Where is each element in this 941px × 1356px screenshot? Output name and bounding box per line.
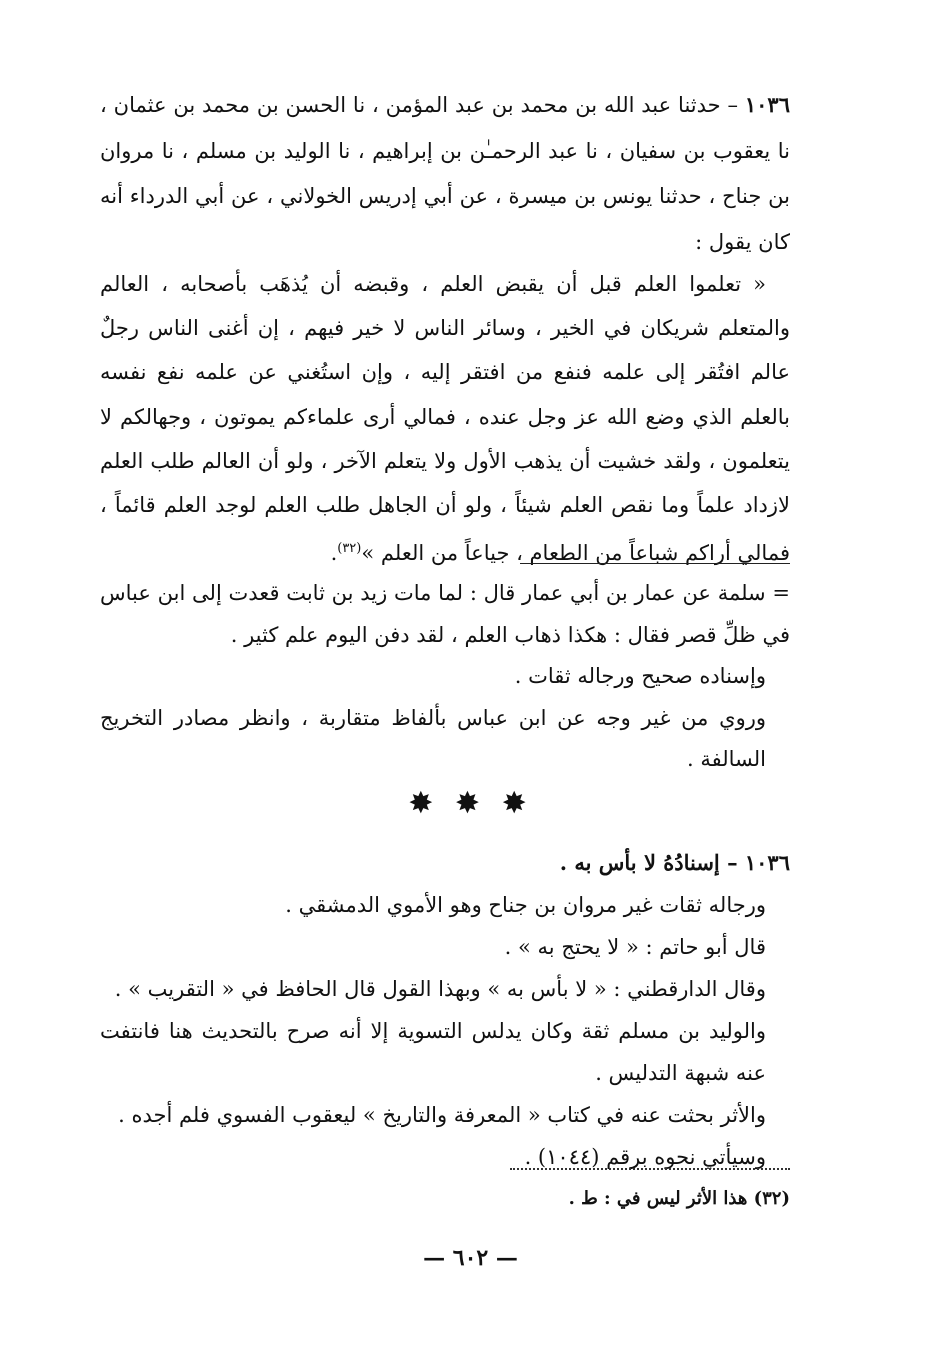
commentary-line: وإسناده صحيح ورجاله ثقات . xyxy=(514,664,766,688)
section-separator: ✸ ✸ ✸ xyxy=(408,786,533,821)
commentary-line: وروي من غير وجه عن ابن عباس بألفاظ متقاربة ، وانظر مصادر التخريج السالفة . xyxy=(100,705,766,771)
commentary-line: = سلمة عن عمار بن أبي عمار قال : لما مات زيد بن ثابت قعدت إلى ابن عباس في ظلِّ قصر فقال : هكذا ذهاب العلم ، لقد دفن اليوم علم كثير . xyxy=(100,581,790,647)
footnote-ref: (٣٢) xyxy=(337,541,362,557)
takhrij-line: قال أبو حاتم : « لا يحتج به » . xyxy=(504,935,766,959)
hadith-matn: « تعلموا العلم قبل أن يقبض العلم ، وقبضه أن يُذهَب بأصحابه ، العالم والمتعلم شريكان في الخير ، وسائر الناس لا خير فيهم ، إن أغنى الناس رجلٌ عالم افتُقر إلى علمه فنفع من افتقر إليه ، وإن استُغني عن علمه نفع نفسه بالعلم الذي وضع الله عز وجل عنده ، فمالي أرى علماءكم يموتون ، وجهالكم لا يتعلمون ، ولقد خشيت أن يذهب الأول ولا يتعلم الآخر ، ولو أن العالم طلب العلم لازداد علماً وما نقص العلم شيئاً ، ولو أن الجاهل طلب العلم لوجد العلم قائماً ، فمالي أراكم شباعاً من الطعام ، جياعاً من العلم »$^{(٣٢)}$. xyxy=(100,272,790,566)
hadith-number: ١٠٣٦ xyxy=(744,92,790,117)
footnote: (٣٢) هذا الأثر ليس في : ط . xyxy=(568,1188,790,1209)
footnote-rule xyxy=(520,563,790,564)
previous-takhrij-continuation xyxy=(100,573,790,781)
takhrij-line: والوليد بن مسلم ثقة وكان يدلس التسوية إلا أنه صرح بالتحديث هنا فانتفت عنه شبهة التدليس . xyxy=(100,1019,766,1085)
page-number: — ٦٠٢ — xyxy=(423,1245,518,1271)
hadith-paragraph xyxy=(100,82,790,265)
takhrij-line: ورجاله ثقات غير مروان بن جناح وهو الأموي الدمشقي . xyxy=(285,893,766,917)
hadith-isnad: – حدثنا عبد الله بن محمد بن عبد المؤمن ، نا الحسن بن محمد بن عثمان ، نا يعقوب بن سفيان ، نا عبد الرحمـٰن بن إبراهيم ، نا الوليد بن مسلم ، نا مروان بن جناح ، حدثنا يونس بن ميسرة ، عن أبي إدريس الخولاني ، عن أبي الدرداء أنه كان يقول : xyxy=(100,93,790,254)
takhrij-line: وسيأتي نحوه برقم (١٠٤٤) . xyxy=(524,1145,766,1169)
takhrij-heading: ١٠٣٦ – إسنادُهُ لا بأس به . xyxy=(559,850,790,875)
matn-text: « تعلموا العلم قبل أن يقبض العلم ، وقبضه أن يُذهَب بأصحابه ، العالم والمتعلم شريكان في الخير ، وسائر الناس لا خير فيهم ، إن أغنى الناس رجلٌ عالم افتُقر إلى علمه فنفع من افتقر إليه ، وإن استُغني عن علمه نفع نفسه بالعلم الذي وضع الله عز وجل عنده ، فمالي أرى علماءكم يموتون ، وجهالكم لا يتعلمون ، ولقد خشيت أن يذهب الأول ولا يتعلم الآخر ، ولو أن العالم طلب العلم لازداد علماً وما نقص العلم شيئاً ، ولو أن الجاهل طلب العلم لوجد العلم قائماً ، فمالي أراكم شباعاً من الطعام ، جياعاً من العلم » xyxy=(100,272,790,566)
takhrij-line: والأثر بحثت عنه في كتاب « المعرفة والتاريخ » ليعقوب الفسوي فلم أجده . xyxy=(118,1103,766,1127)
dotted-divider xyxy=(510,1168,790,1170)
takhrij-section xyxy=(100,842,790,1178)
takhrij-line: وقال الدارقطني : « لا بأس به » وبهذا القول قال الحافظ في « التقريب » . xyxy=(114,977,766,1001)
